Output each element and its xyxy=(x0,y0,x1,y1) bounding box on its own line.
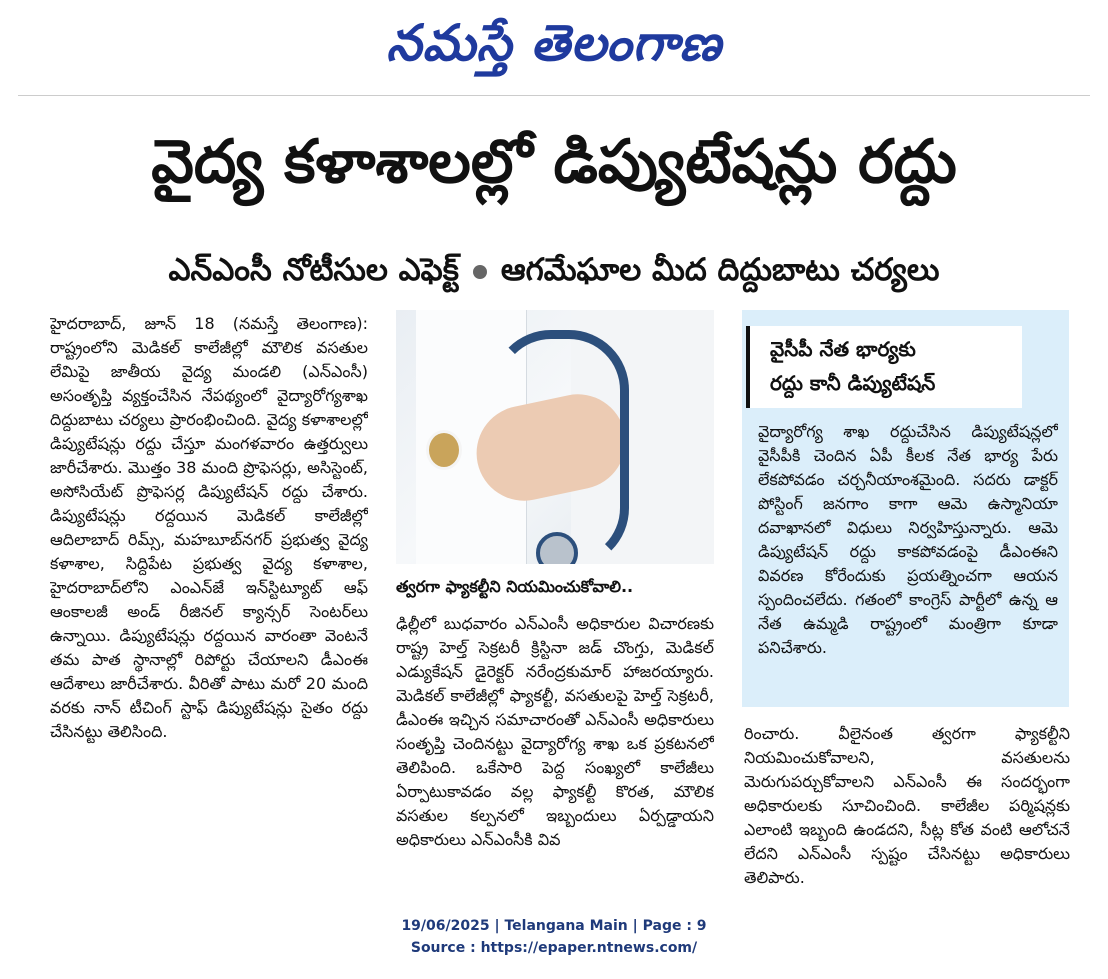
sidebar-title-line-1: వైసీపీ నేత భార్యకు xyxy=(770,337,916,361)
article-column-2: ఢిల్లీలో బుధవారం ఎన్‌ఎంసీ అధికారుల విచారణకు రాష్ట్ర హెల్త్ సెక్రటరీ క్రిస్టినా జడ్ చొంగ్తు, మెడికల్ ఎడ్యుకేషన్ డైరెక్టర్ నరేంద్రకుమార్ హాజరయ్యారు. మెడికల్ కాలేజీల్లో ఫ్యాకల్టీ, వసతులపై హెల్త్ సెక్రటరీ, డీఎంఈ ఇచ్చిన సమాచారంతో ఎన్‌ఎంసీ అధికారులు సంతృప్తి చెందినట్టు వైద్యారోగ్య శాఖ ఒక ప్రకటనలో తెలిపింది. ఒకేసారి పెద్ద సంఖ్యలో కాలేజీలు ఏర్పాటుకావడం వల్ల ఫ్యాకల్టీ కొరత, మౌలిక వసతుల కల్పనలో ఇబ్బందులు ఏర్పడ్డాయని అధికారులు ఎన్‌ఎంసీకి వివ xyxy=(396,614,714,849)
sidebar-body: వైద్యారోగ్య శాఖ రద్దుచేసిన డిప్యుటేషన్లలో వైసీపీకి చెందిన ఏపీ కీలక నేత భార్య పేరు లేకపోవడం చర్చనీయాంశమైంది. సదరు డాక్టర్ పోస్టింగ్ జనగాం కాగా ఆమె ఉస్మానియా దవాఖానలో విధులు నిర్వహిస్తున్నారు. ఆమె డిప్యుటేషన్ రద్దు కాకపోవడంపై డీఎంఈని వివరణ కోరేందుకు ప్రయత్నించగా ఆయన స్పందించలేదు. గతంలో కాంగ్రెస్ పార్టీలో ఉన్న ఆ నేత ఉమ్మడి రాష్ట్రంలో మంత్రిగా కూడా పనిచేశారు. xyxy=(758,422,1058,657)
headline: వైద్య కళాశాలల్లో డిప్యుటేషన్లు రద్దు xyxy=(151,127,957,197)
sidebar-title-line-2: రద్దు కానీ డిప్యుటేషన్ xyxy=(770,371,936,395)
footer-source[interactable]: Source : https://epaper.ntnews.com/ xyxy=(410,940,698,956)
watch-icon xyxy=(426,430,462,470)
image-caption: త్వరగా ఫ్యాకల్టీని నియమించుకోవాలి.. xyxy=(396,577,634,596)
doctor-stethoscope-photo xyxy=(396,310,714,564)
subhead-left: ఎన్‌ఎంసీ నోటీసుల ఎఫెక్ట్ xyxy=(168,252,459,288)
sidebar-title xyxy=(746,326,1022,408)
page-footer xyxy=(0,915,1108,959)
subhead-right: ఆగమేఘాల మీద దిద్దుబాటు చర్యలు xyxy=(500,252,940,288)
subheadline xyxy=(0,240,1108,300)
masthead-logo: నమస్తే తెలంగాణ xyxy=(386,14,722,72)
stethoscope-icon xyxy=(491,330,629,564)
article-column-3: రించారు. వీలైనంత త్వరగా ఫ్యాకల్టీని నియమించుకోవాలని, వసతులను మెరుగుపర్చుకోవాలని ఎన్‌ఎంసీ ఈ సందర్భంగా అధికారులకు సూచించింది. కాలేజీల పర్మిషన్లకు ఎలాంటి ఇబ్బంది ఉండదని, సీట్ల కోత వంటి ఆలోచనే లేదని ఎన్‌ఎంసీ స్పష్టం చేసినట్టు అధికారులు తెలిపారు. xyxy=(744,724,1070,887)
masthead-divider xyxy=(18,95,1090,96)
bullet-icon xyxy=(473,265,487,279)
footer-date-edition: 19/06/2025 | Telangana Main | Page : 9 xyxy=(401,918,707,934)
article-column-1: హైదరాబాద్, జూన్ 18 (నమస్తే తెలంగాణ): రాష్ట్రంలోని మెడికల్ కాలేజీల్లో మౌలిక వసతుల లేమిపై జాతీయ వైద్య మండలి (ఎన్‌ఎంసీ) అసంతృప్తి వ్యక్తంచేసిన నేపథ్యంలో వైద్యారోగ్యశాఖ దిద్దుబాటు చర్యలు ప్రారంభించింది. వైద్య కళాశాలల్లో డిప్యుటేషన్లు రద్దు చేస్తూ మంగళవారం ఉత్తర్వులు జారీచేశారు. మొత్తం 38 మంది ప్రొఫెసర్లు, అసిస్టెంట్, అసోసియేట్ ప్రొఫెసర్ల డిప్యుటేషన్ రద్దు చేశారు. డిప్యుటేషన్లు రద్దయిన మెడికల్ కాలేజీల్లో ఆదిలాబాద్ రిమ్స్, మహబూబ్‌నగర్ ప్రభుత్వ వైద్య కళాశాల, సిద్దిపేట ప్రభుత్వ వైద్య కళాశాల, హైదరాబాద్‌లోని ఎంఎన్‌జే ఇన్‌స్టిట్యూట్ ఆఫ్ ఆంకాలజీ అండ్ రీజినల్ క్యాన్సర్ సెంటర్‌లు ఉన్నాయి. డిప్యుటేషన్లు రద్దయిన వారంతా వెంటనే తమ పాత స్థానాల్లో రిపోర్టు చేయాలని డీఎంఈ ఆదేశాలు జారీచేశారు. వీరితో పాటు మరో 20 మంది వరకు నాన్ టీచింగ్ స్టాఫ్ డిప్యుటేషన్లు సైతం రద్దు చేసినట్టు తెలిసింది. xyxy=(50,314,368,741)
